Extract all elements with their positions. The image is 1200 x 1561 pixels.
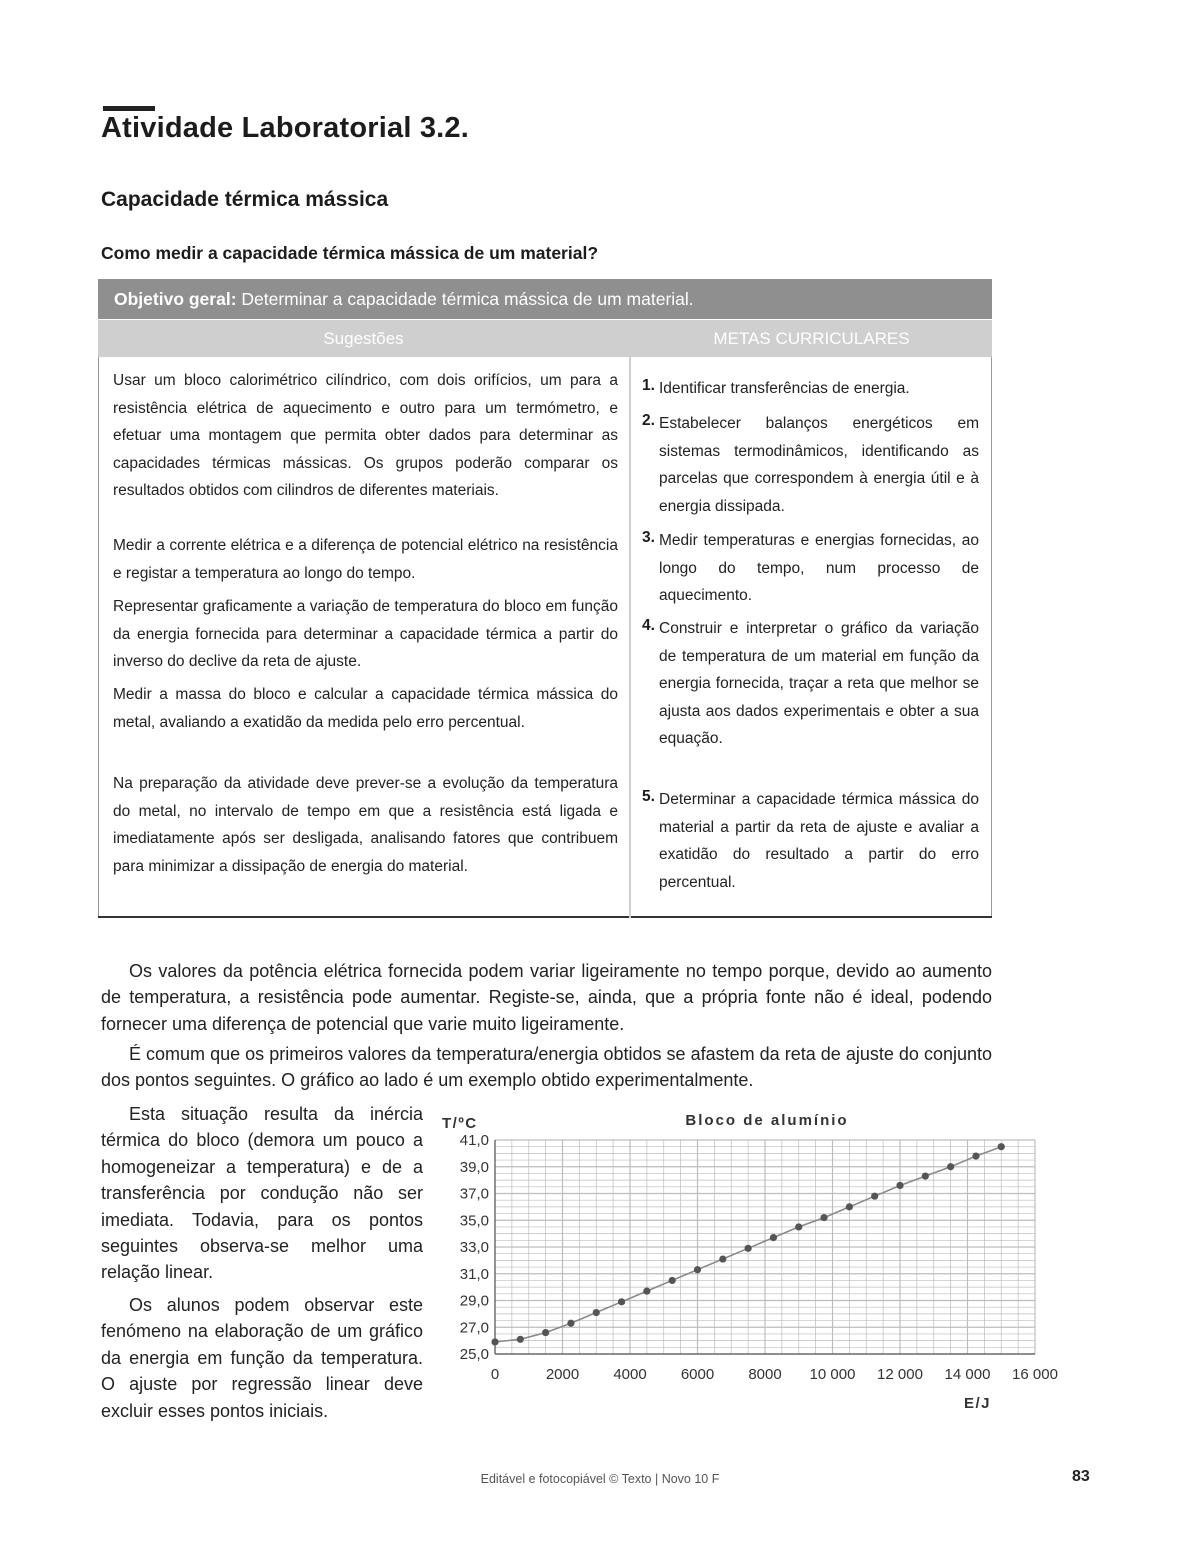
x-tick-label: 2000 xyxy=(545,1366,580,1383)
y-tick-label: 33,0 xyxy=(459,1239,489,1256)
data-point xyxy=(517,1336,524,1343)
y-tick-label: 41,0 xyxy=(459,1132,489,1149)
metas-header: METAS CURRICULARES xyxy=(631,320,992,357)
objective-text: Determinar a capacidade térmica mássica de um material. xyxy=(236,289,694,309)
data-point xyxy=(972,1152,979,1159)
guiding-question: Como medir a capacidade térmica mássica de um material? xyxy=(101,243,599,263)
footer-text: Editável e fotocopiável © Texto | Novo 10 F xyxy=(480,1472,720,1486)
data-point xyxy=(491,1338,498,1345)
meta-number: 4. xyxy=(642,617,655,634)
data-point xyxy=(998,1143,1005,1150)
data-point xyxy=(871,1193,878,1200)
data-point xyxy=(719,1255,726,1262)
y-tick-label: 39,0 xyxy=(459,1158,489,1176)
x-tick-label: 4000 xyxy=(613,1366,647,1383)
x-tick-label: 8000 xyxy=(748,1366,782,1383)
x-tick-label: 10 000 xyxy=(809,1366,856,1383)
data-point xyxy=(745,1245,752,1252)
activity-table xyxy=(98,279,992,918)
x-tick-label: 14 000 xyxy=(944,1366,991,1383)
title-accent-bar xyxy=(103,106,155,111)
y-tick-label: 29,0 xyxy=(459,1292,489,1310)
data-point xyxy=(643,1288,650,1295)
data-point xyxy=(567,1320,574,1327)
chart-title: Bloco de alumínio xyxy=(685,1112,849,1129)
y-tick-label: 37,0 xyxy=(459,1185,489,1203)
body-paragraph: Os valores da potência elétrica fornecida podem variar ligeiramente no tempo porque, devido ao aumento de temperatura, a resistência pode aumentar. Registe-se, ainda, que a própria fonte não é ideal, podendo fornecer uma diferença de potencial que varie muito ligeiramente. xyxy=(101,961,992,1034)
suggestions-header: Sugestões xyxy=(98,320,629,357)
section-subtitle: Capacidade térmica mássica xyxy=(101,188,389,211)
page-title: Atividade Laboratorial 3.2. xyxy=(101,112,469,144)
data-point xyxy=(770,1234,777,1241)
data-point xyxy=(593,1309,600,1316)
objective-row xyxy=(98,279,992,319)
body-paragraph: Os alunos podem observar este fenómeno na elaboração de um gráfico da energia em função da temperatura. O ajuste por regressão linear deve excluir esses pontos iniciais. xyxy=(101,1295,423,1421)
metas-cell xyxy=(631,357,992,916)
data-point xyxy=(896,1182,903,1189)
y-tick-label: 25,0 xyxy=(459,1346,489,1363)
data-point xyxy=(618,1298,625,1305)
meta-number: 2. xyxy=(642,412,655,429)
suggestion-paragraph: Medir a corrente elétrica e a diferença de potencial elétrico na resistência e registar a temperatura ao longo do tempo. xyxy=(113,537,618,582)
y-tick-label: 35,0 xyxy=(459,1212,489,1230)
y-tick-label: 31,0 xyxy=(459,1265,489,1283)
data-point xyxy=(820,1214,827,1221)
data-point xyxy=(669,1277,676,1284)
meta-text: Construir e interpretar o gráfico da variação de temperatura de um material em função da energia fornecida, traçar a reta que melhor se ajusta aos dados experimentais e obter a sua equação. xyxy=(659,620,979,748)
suggestions-cell xyxy=(98,357,629,916)
suggestion-paragraph: Medir a massa do bloco e calcular a capacidade térmica mássica do metal, avaliando a exatidão da medida pelo erro percentual. xyxy=(113,686,618,731)
suggestion-paragraph: Na preparação da atividade deve prever-se a evolução da temperatura do metal, no intervalo de tempo em que a resistência está ligada e imediatamente após ser desligada, analisando fatores que contribuem para minimizar a dissipação de energia do material. xyxy=(113,775,618,875)
x-tick-label: 0 xyxy=(490,1366,500,1383)
temperature-energy-chart xyxy=(436,1106,1058,1428)
x-tick-label: 16 000 xyxy=(1012,1366,1058,1383)
suggestion-paragraph: Representar graficamente a variação de temperatura do bloco em função da energia fornecida para determinar a capacidade térmica a partir do inverso do declive da reta de ajuste. xyxy=(113,598,618,671)
data-point xyxy=(846,1203,853,1210)
x-tick-label: 6000 xyxy=(680,1366,715,1383)
data-point xyxy=(947,1163,954,1170)
body-paragraph: É comum que os primeiros valores da temperatura/energia obtidos se afastem da reta de ajuste do conjunto dos pontos seguintes. O gráfico ao lado é um exemplo obtido experimentalmente. xyxy=(101,1044,992,1091)
body-paragraph: Esta situação resulta da inércia térmica do bloco (demora um pouco a homogeneizar a temperatura) e de a transferência por condução não ser imediata. Todavia, para os pontos seguintes observa-se melhor uma relação linear. xyxy=(101,1104,423,1283)
meta-text: Estabelecer balanços energéticos em sistemas termodinâmicos, identificando as parcelas que correspondem à energia útil e à energia dissipada. xyxy=(659,415,979,515)
meta-number: 1. xyxy=(642,377,655,394)
data-point xyxy=(795,1223,802,1230)
x-tick-label: 12 000 xyxy=(877,1366,923,1383)
x-axis-label: E/J xyxy=(964,1395,992,1412)
y-tick-label: 27,0 xyxy=(459,1319,489,1337)
objective-label: Objetivo geral: xyxy=(114,289,237,309)
meta-text: Determinar a capacidade térmica mássica do material a partir da reta de ajuste e avaliar a exatidão do resultado a partir do erro percentual. xyxy=(659,791,979,891)
data-point xyxy=(922,1173,929,1180)
meta-text: Medir temperaturas e energias fornecidas, ao longo do tempo, num processo de aquecimento. xyxy=(659,532,979,605)
y-axis-label: T/ºC xyxy=(442,1115,478,1132)
suggestion-paragraph: Usar um bloco calorimétrico cilíndrico, com dois orifícios, um para a resistência elétrica de aquecimento e outro para um termómetro, e efetuar uma montagem que permita obter dados para determinar as capacidades térmicas mássicas. Os grupos poderão comparar os resultados obtidos com cilindros de diferentes materiais. xyxy=(113,372,618,500)
meta-number: 5. xyxy=(642,788,655,805)
data-point xyxy=(694,1266,701,1273)
page-number: 83 xyxy=(1072,1468,1090,1485)
meta-number: 3. xyxy=(642,529,655,546)
meta-text: Identificar transferências de energia. xyxy=(659,380,910,397)
data-point xyxy=(542,1329,549,1336)
